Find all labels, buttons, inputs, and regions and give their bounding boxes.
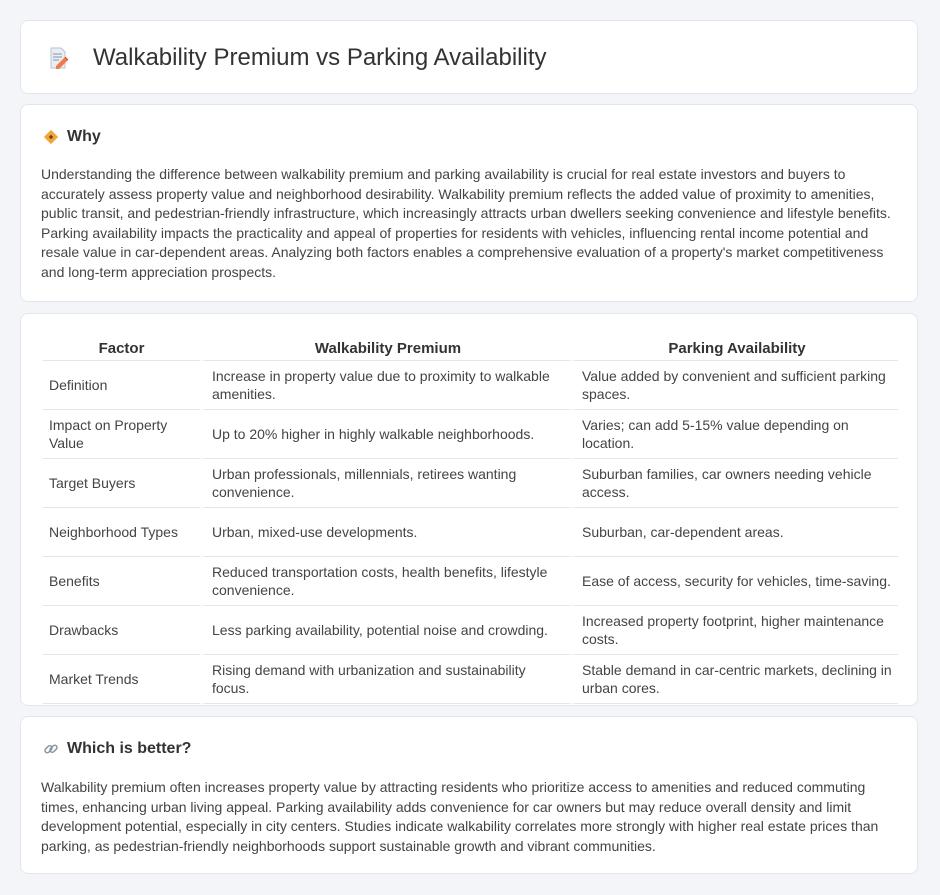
row-parking: Increased property footprint, higher maintenance costs. <box>570 606 898 655</box>
row-parking: Value added by convenient and sufficient parking spaces. <box>570 361 898 410</box>
link-icon <box>43 741 59 757</box>
row-parking: Varies; can add 5-15% value depending on location. <box>570 410 898 459</box>
row-factor: Impact on Property Value <box>43 410 200 459</box>
document-pencil-icon <box>47 47 69 69</box>
row-factor: Definition <box>43 361 200 410</box>
why-heading: Why <box>67 128 101 145</box>
diamond-sign-icon <box>43 129 59 145</box>
why-paragraph: Understanding the difference between walkability premium and parking availability is crucial for real estate investors and buyers to accurately assess property value and neighborhood desirability. Walkability premium reflects the added value of proximity to amenities, public transit, and pedestrian-friendly infrastructure, which increasingly attracts urban dwellers seeking convenience and lifestyle benefits. Parking availability impacts the practicality and appeal of properties for residents with vehicles, influencing rental income potential and resale value in car-dependent areas. Analyzing both factors enables a comprehensive evaluation of a property's market competitiveness and long-term appreciation prospects. <box>41 166 891 280</box>
table-row <box>43 361 898 410</box>
row-parking: Suburban, car-dependent areas. <box>570 508 898 557</box>
table-row <box>43 606 898 655</box>
row-factor: Neighborhood Types <box>43 508 200 557</box>
title-card <box>20 20 918 94</box>
row-walkability: Reduced transportation costs, health benefits, lifestyle convenience. <box>200 557 570 606</box>
which-is-better-section <box>20 716 918 874</box>
row-parking: Ease of access, security for vehicles, time-saving. <box>570 557 898 606</box>
column-header-walkability: Walkability Premium <box>200 334 570 361</box>
better-paragraph: Walkability premium often increases property value by attracting residents who prioritize access to amenities and reduced commuting times, enhancing urban living appeal. Parking availability adds convenience for car owners but may reduce overall density and limit development potential, especially in city centers. Studies indicate walkability correlates more strongly with higher real estate prices than parking, as pedestrian-friendly neighborhoods support sustainable growth and vibrant communities. <box>41 779 879 854</box>
row-walkability: Urban, mixed-use developments. <box>200 508 570 557</box>
row-factor: Target Buyers <box>43 459 200 508</box>
table-row <box>43 557 898 606</box>
row-factor: Market Trends <box>43 655 200 704</box>
row-walkability: Urban professionals, millennials, retirees wanting convenience. <box>200 459 570 508</box>
comparison-section <box>20 313 918 706</box>
comparison-table <box>43 334 898 704</box>
table-header-row <box>43 334 898 361</box>
row-walkability: Up to 20% higher in highly walkable neighborhoods. <box>200 410 570 459</box>
table-row <box>43 508 898 557</box>
row-factor: Benefits <box>43 557 200 606</box>
table-row <box>43 410 898 459</box>
column-header-parking: Parking Availability <box>570 334 898 361</box>
why-heading-row <box>43 127 101 147</box>
row-walkability: Increase in property value due to proximity to walkable amenities. <box>200 361 570 410</box>
better-heading-row <box>43 739 191 759</box>
row-parking: Suburban families, car owners needing vehicle access. <box>570 459 898 508</box>
better-heading: Which is better? <box>67 740 192 757</box>
row-parking: Stable demand in car-centric markets, declining in urban cores. <box>570 655 898 704</box>
table-row <box>43 459 898 508</box>
table-row <box>43 655 898 704</box>
column-header-factor: Factor <box>43 334 200 361</box>
row-factor: Drawbacks <box>43 606 200 655</box>
row-walkability: Less parking availability, potential noise and crowding. <box>200 606 570 655</box>
page-title: Walkability Premium vs Parking Availability <box>93 44 547 71</box>
row-walkability: Rising demand with urbanization and sustainability focus. <box>200 655 570 704</box>
why-section <box>20 104 918 302</box>
